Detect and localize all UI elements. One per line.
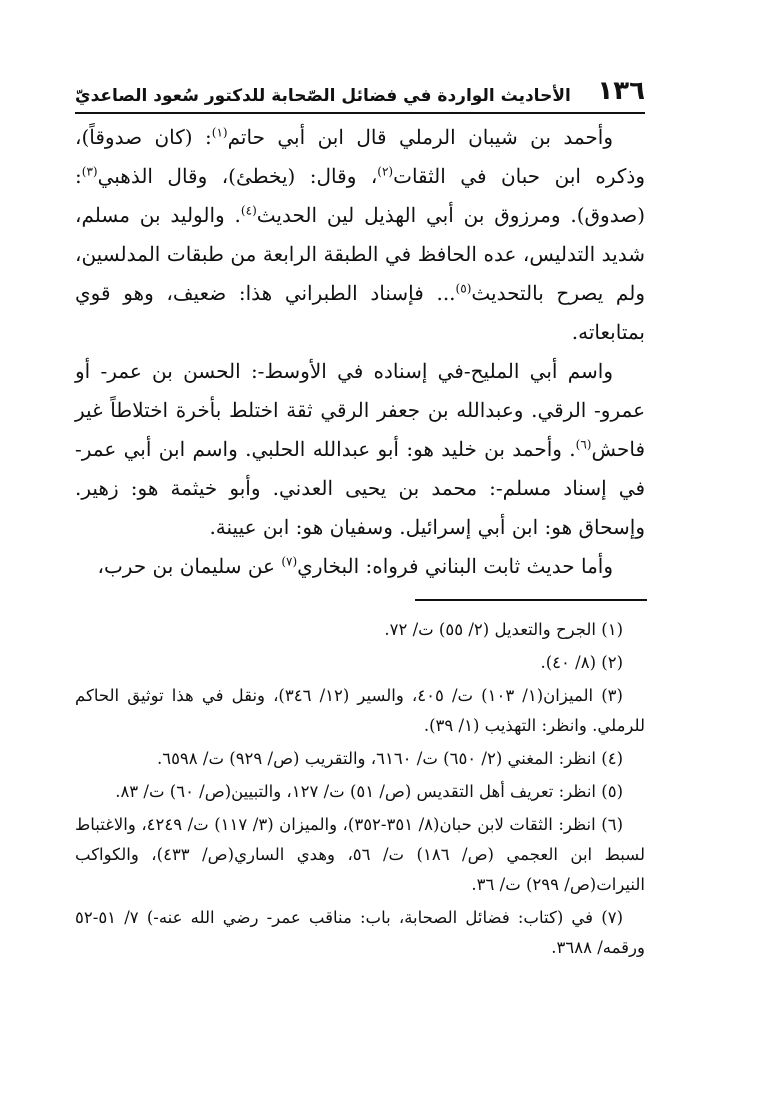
text-segment: : (صدوق). ومرزوق بن أبي الهذيل لين الحديث bbox=[75, 164, 645, 227]
paragraph-2 bbox=[75, 352, 645, 547]
footnote-ref-7[interactable]: (٧) bbox=[281, 554, 298, 569]
text-segment: ، وقال: (يخطئ)، وقال الذهبي bbox=[97, 164, 378, 188]
text-segment: . وأحمد بن خليد هو: أبو عبدالله الحلبي. واسم ابن أبي عمر- في إسناد مسلم-: محمد بن يحيى العدني. وأبو خيثمة هو: زهير. وإسحاق هو: ابن أبي إسرائيل. وسفيان هو: ابن عيينة. bbox=[75, 437, 645, 539]
footnote-2: (٢) (٨/ ٤٠). bbox=[540, 653, 623, 672]
footnote-5: (٥) انظر: تعريف أهل التقديس (ص/ ٥١) ت/ ١٢٧، والتبيين(ص/ ٦٠) ت/ ٨٣. bbox=[115, 782, 623, 801]
footnote-ref-5[interactable]: (٥) bbox=[455, 281, 472, 296]
running-title: الأحاديث الواردة في فضائل الصّحابة للدكتور سُعود الصاعديّ bbox=[75, 86, 571, 106]
footnote-4: (٤) انظر: المغني (٢/ ٦٥٠) ت/ ٦١٦٠، والتقريب (ص/ ٩٢٩) ت/ ٦٥٩٨. bbox=[156, 749, 623, 768]
text-segment: واسم أبي المليح-في إسناده في الأوسط-: الحسن بن عمر- أو عمرو- الرقي. وعبدالله بن جعفر الرقي ثقة اختلط بأخرة اختلاطاً غير فاحش bbox=[75, 359, 645, 461]
footnote-separator bbox=[415, 599, 647, 601]
footnote-7: (٧) في (كتاب: فضائل الصحابة، باب: مناقب عمر- رضي الله عنه-) ٧/ ٥١-٥٢ ورقمه/ ٣٦٨٨. bbox=[75, 908, 645, 957]
page-number: ١٣٦ bbox=[597, 76, 645, 106]
text-segment: وأما حديث ثابت البناني فرواه: البخاري bbox=[297, 554, 613, 578]
footnote-ref-6[interactable]: (٦) bbox=[575, 437, 592, 452]
main-text bbox=[75, 118, 645, 586]
footnotes bbox=[75, 615, 645, 966]
text-segment: : (كان صدوقاً)، وذكره ابن حبان في الثقات bbox=[75, 125, 645, 188]
footnote-ref-2[interactable]: (٢) bbox=[377, 164, 394, 179]
footnote-3: (٣) الميزان(١/ ١٠٣) ت/ ٤٠٥، والسير (١٢/ ٣٤٦)، ونقل في هذا توثيق الحاكم للرملي. وانظر: التهذيب (١/ ٣٩). bbox=[75, 686, 645, 735]
paragraph-3 bbox=[75, 547, 645, 586]
footnote-6: (٦) انظر: الثقات لابن حبان(٨/ ٣٥١-٣٥٢)، والميزان (٣/ ١١٧) ت/ ٤٢٤٩، والاغتباط لسبط ابن العجمي (ص/ ١٨٦) ت/ ٥٦، وهدي الساري(ص/ ٤٣٣)، والكواكب النيرات(ص/ ٢٩٩) ت/ ٣٦. bbox=[75, 815, 645, 894]
text-segment: . والوليد بن مسلم، شديد التدليس، عده الحافظ في الطبقة الرابعة من طبقات المدلسين، ولم يصرح بالتحديث bbox=[75, 203, 645, 305]
text-segment: وأحمد بن شيبان الرملي قال ابن أبي حاتم bbox=[227, 125, 614, 149]
paragraph-1 bbox=[75, 118, 645, 352]
footnote-ref-1[interactable]: (١) bbox=[211, 125, 228, 140]
footnote-1: (١) الجرح والتعديل (٢/ ٥٥) ت/ ٧٢. bbox=[384, 620, 623, 639]
text-segment: عن سليمان بن حرب، bbox=[97, 554, 282, 578]
footnote-ref-3[interactable]: (٣) bbox=[81, 164, 98, 179]
page-header bbox=[75, 70, 645, 114]
text-segment: ... فإسناد الطبراني هذا: ضعيف، وهو قوي بمتابعاته. bbox=[75, 281, 645, 344]
footnote-ref-4[interactable]: (٤) bbox=[240, 203, 257, 218]
